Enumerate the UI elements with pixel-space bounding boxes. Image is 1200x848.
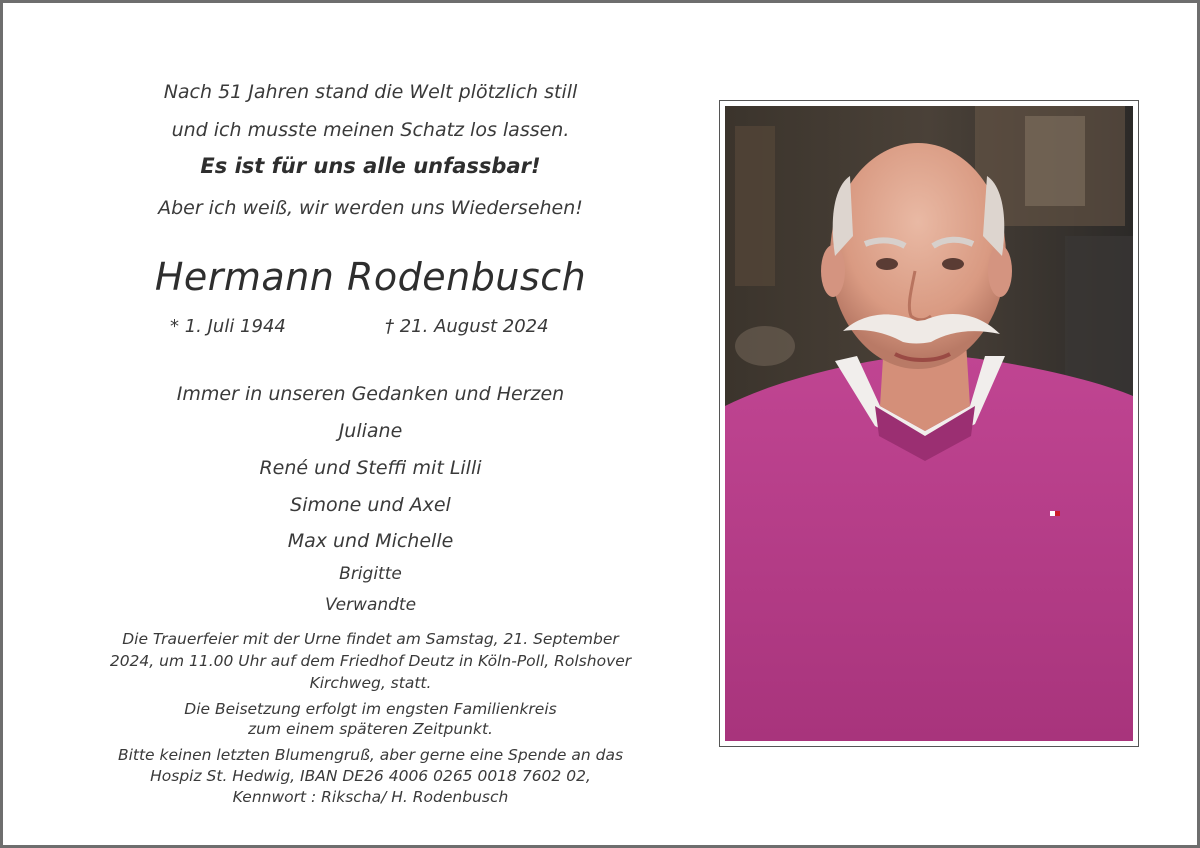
mourner-name: René und Steffi mit Lilli (259, 457, 482, 479)
ceremony-line: 2024, um 11.00 Uhr auf dem Friedhof Deutz in Köln-Poll, Rolshover (109, 652, 632, 670)
portrait-photo (725, 106, 1133, 741)
mourner-name: Verwandte (324, 595, 417, 615)
birth-date: * 1. Juli 1944 (170, 316, 286, 337)
ceremony-line: Kirchweg, statt. (309, 674, 432, 692)
verse-line-1: Nach 51 Jahren stand die Welt plötzlich still (163, 81, 578, 103)
donation-line: Hospiz St. Hedwig, IBAN DE26 4006 0265 0018 7602 02, (150, 767, 591, 785)
verse-line-4: Aber ich weiß, wir werden uns Wiedersehen! (158, 197, 583, 219)
burial-line: Die Beisetzung erfolgt im engsten Familienkreis (184, 700, 557, 718)
deceased-name: Hermann Rodenbusch (154, 255, 587, 299)
mourner-name: Max und Michelle (287, 530, 454, 552)
mourner-name: Juliane (338, 420, 403, 442)
portrait-photo-frame (719, 100, 1139, 747)
verse-line-3: Es ist für uns alle unfassbar! (200, 154, 541, 178)
mourner-name: Brigitte (339, 564, 402, 584)
verse-line-2: und ich musste meinen Schatz los lassen. (171, 119, 570, 141)
ceremony-line: Die Trauerfeier mit der Urne findet am Samstag, 21. September (122, 630, 619, 648)
death-date: † 21. August 2024 (385, 316, 549, 337)
mourner-name: Simone und Axel (290, 494, 451, 516)
donation-line: Bitte keinen letzten Blumengruß, aber gerne eine Spende an das (117, 746, 624, 764)
burial-line: zum einem späteren Zeitpunkt. (248, 720, 493, 738)
donation-line: Kennwort : Rikscha/ H. Rodenbusch (232, 788, 509, 806)
mourners-intro: Immer in unseren Gedanken und Herzen (176, 383, 565, 405)
